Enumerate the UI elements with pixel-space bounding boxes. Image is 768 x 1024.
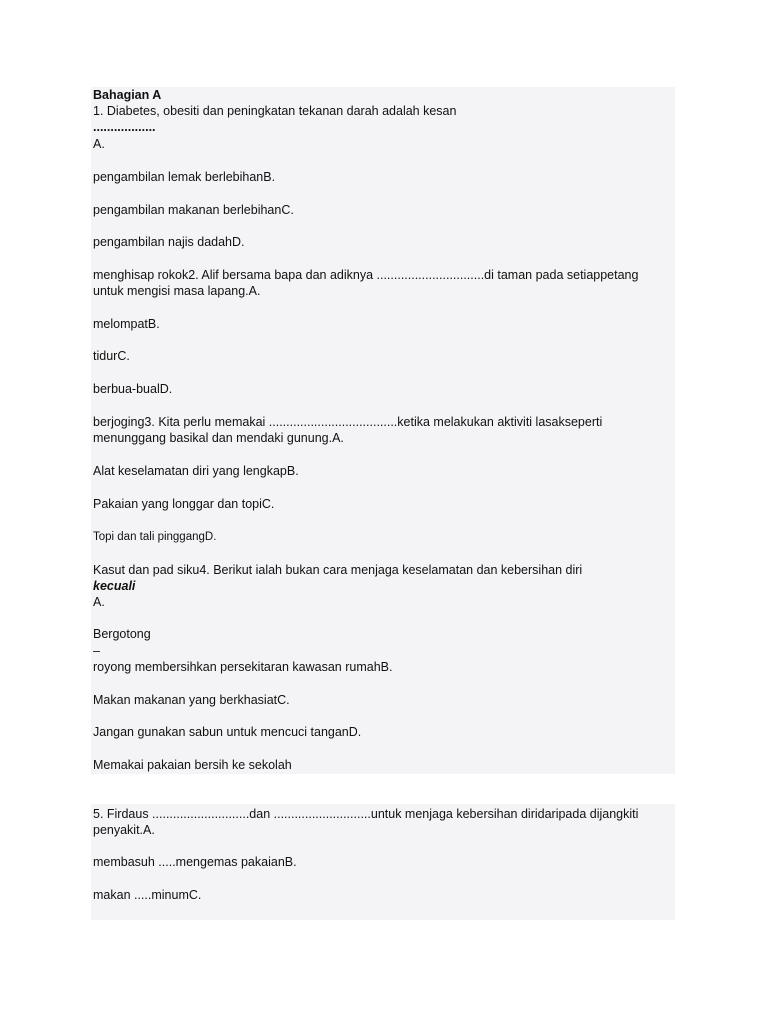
option-text-dash: –	[93, 644, 100, 658]
option-text: makan .....minumC.	[93, 888, 202, 902]
option-text: pengambilan lemak berlebihanB.	[93, 170, 276, 184]
question-4-text: Kasut dan pad siku4. Berikut ialah bukan cara menjaga keselamatan dan kebersihan diri	[93, 563, 583, 577]
question-4-emphasis: kecuali	[93, 579, 136, 593]
option-text: Pakaian yang longgar dan topiC.	[93, 497, 275, 511]
option-label: A.	[93, 137, 105, 151]
option-text: membasuh .....mengemas pakaianB.	[93, 855, 297, 869]
option-text: Makan makanan yang berkhasiatC.	[93, 693, 290, 707]
option-text: berbua-bualD.	[93, 382, 173, 396]
question-block-2	[91, 804, 675, 920]
option-text: pengambilan najis dadahD.	[93, 235, 245, 249]
option-text: Topi dan tali pinggangD.	[93, 531, 217, 543]
question-2-text-cont: untuk mengisi masa lapang.A.	[93, 284, 261, 298]
question-1-blank: ..................	[93, 120, 156, 134]
option-text: melompatB.	[93, 317, 160, 331]
option-text: pengambilan makanan berlebihanC.	[93, 203, 294, 217]
option-label: A.	[93, 595, 105, 609]
option-text: tidurC.	[93, 349, 130, 363]
question-5-text-cont: penyakit.A.	[93, 823, 155, 837]
option-text: Memakai pakaian bersih ke sekolah	[93, 758, 292, 772]
question-1-text: 1. Diabetes, obesiti dan peningkatan tekanan darah adalah kesan	[93, 104, 457, 118]
question-2-text: menghisap rokok2. Alif bersama bapa dan adiknya ...............................di taman pada setiappetang	[93, 268, 639, 282]
option-text: Bergotong	[93, 627, 151, 641]
option-text: Alat keselamatan diri yang lengkapB.	[93, 464, 299, 478]
question-block-1	[91, 87, 675, 774]
option-text: royong membersihkan persekitaran kawasan rumahB.	[93, 660, 393, 674]
section-heading: Bahagian A	[93, 88, 162, 102]
question-3-text: berjoging3. Kita perlu memakai .....................................ketika melakukan aktiviti lasakseperti	[93, 415, 603, 429]
question-5-text: 5. Firdaus ............................dan ............................untuk menjaga kebersihan diridaripada dijangkiti	[93, 807, 639, 821]
question-3-text-cont: menunggang basikal dan mendaki gunung.A.	[93, 431, 344, 445]
option-text: Jangan gunakan sabun untuk mencuci tanganD.	[93, 725, 362, 739]
